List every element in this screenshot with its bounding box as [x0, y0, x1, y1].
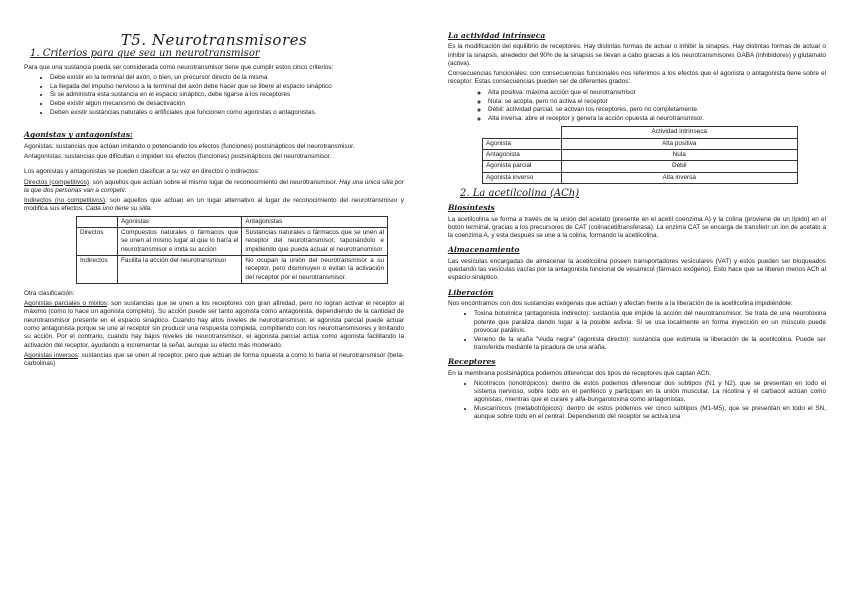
table-cell: Débil [561, 161, 798, 172]
table-cell: No ocupan la unión del neurotransmisor a su receptor, pero disminuyen o evitan la activación del receptor por el neurotransmisor. [242, 255, 388, 283]
list-item: ◦ Débil: actividad parcial, se activan los receptores, pero no completamente. [488, 106, 826, 114]
table-cell: Alta inversa [561, 172, 798, 183]
partial-label: Agonistas parciales o mixtos [24, 300, 107, 308]
receptors-intro: En la membrana postsináptica podemos diferenciar dos tipos de receptores que captan ACh: [448, 369, 711, 377]
intrinsic-paragraph-1: Es la modificación del equilibrio de receptores. Hay distintas formas de actuar o inhibir la sinapsis. Hay distintas formas de actuar o inhibir la sinapsis, alrededor del 90% de la sinapsis se llevan a cabo gracias a los neurotransmisores GABA (inhibidores) y glutamato (activa). [448, 43, 826, 67]
release-heading: Liberación [448, 287, 494, 297]
direct-example: Hay una única silla por la que dos personas van a competir. [24, 178, 404, 194]
list-item: • Debe existir en la terminal del axón, o bien, un precursor directo de la misma [50, 74, 404, 82]
table-cell: Agonista parcial [483, 161, 562, 172]
receptors-list [448, 380, 826, 422]
table-cell: Alta positiva [561, 138, 798, 149]
agonist-definition: Agonistas: sustancias que actúan imitando o potenciando los efectos (funciones) postsinápticos del neurotransmisor. [24, 142, 355, 150]
section-1-heading: 1. Criterios para que sea un neurotransmisor [30, 48, 260, 60]
table-cell: Nula [561, 150, 798, 161]
other-classification-label: Otra clasificación: [24, 289, 75, 297]
table-cell: Compuestos naturales o fármacos que se unen al mismo lugar al que lo haría el neurotransmisor e imita su acción [118, 228, 242, 256]
table-row [483, 172, 798, 183]
receptors-heading: Receptores [448, 357, 496, 367]
direct-definition [24, 179, 404, 196]
table-header-row [77, 216, 388, 227]
direct-label: Directos (competitivos) [24, 178, 90, 186]
list-item: • La llegada del impulso nervioso a la terminal del axón debe hacer que se libere al espacio sináptico [50, 83, 404, 91]
list-item: • Si se administra esta sustancia en el espacio sináptico, debe ligarse a los receptores [50, 91, 404, 99]
indirect-text: : son aquellos que actúan en un lugar alternativo al lugar de reconocimiento del neurotransmisor y modifica sus efectos. [24, 197, 404, 213]
agonist-antagonist-table [76, 216, 388, 284]
table-header-cell: Actividad intrínseca [561, 127, 798, 138]
list-item: • Debe existir algún mecanismo de desactivación [50, 100, 404, 108]
storage-text: Las vesículas encargadas de almacenar la acetilcolina poseen transportadores vesiculares (VAT) y estos pueden ser bloqueados quedando las vesículas vacías por la antagonista funcional de vesamicol (fármaco exógeno). Esto hace que se liberen menos ACh al espacio sináptico. [448, 257, 826, 282]
partial-text: : son sustancias que se unen a los receptores con gran afinidad, pero no logran activar el receptor al máximo (como lo hace un agonista completo). Su acción puede ser tanto agonista como antagonista, dependiendo de la cantidad de neurotransmisor presente en el espacio sináptico. Cuando hay altos niveles de neurotransmisor, el agonista parcial puede actuar como antagonista porque se une al receptor sin producir una respuesta completa, compitiendo con los neurotransmisores y limitando su acción. Por el contrario, cuando hay bajos niveles de neurotransmisor, el agonista parcial actúa como agonista facilitando la activación del receptor, ayudando a incrementar la señal, aunque su efecto más moderado. [24, 300, 404, 349]
storage-heading: Almacenamiento [448, 245, 520, 255]
intrinsic-paragraph-2: Consecuencias funcionales: con consecuencias funcionales nos referimos a los efectos que el agonista o antagonista tiene sobre el receptor. Estas consecuencias pueden ser de diferentes grados: [448, 70, 826, 86]
page-title: T5. Neurotransmisores [120, 31, 308, 49]
table-row [77, 255, 388, 283]
table-cell: Directos [77, 228, 118, 256]
table-cell: Indirectos [77, 255, 118, 283]
table-row [483, 161, 798, 172]
table-empty-cell [483, 127, 562, 138]
criteria-list [24, 74, 404, 117]
list-item: • Muscarínicos (metabotrópicos): dentro de estos podemos ver cinco subtipos (M1-M5), que se presentan en todo el SN, aunque sobre todo en el central. Dependiendo del receptor se activa una [474, 405, 826, 422]
list-item: ◦ Nula: se acopla, pero no activa el receptor [488, 98, 826, 106]
indirect-label: Indirectos (no competitivos) [24, 197, 105, 205]
list-item: ◦ Alta positiva: máxima acción que el neurotransmisor [488, 89, 826, 97]
section-2-heading: 2. La acetilcolina (ACh) [460, 187, 580, 199]
table-header-row [483, 127, 798, 138]
direct-text: : son aquellos que actúan sobre el mismo lugar de reconocimiento del neurotransmisor. [89, 178, 340, 186]
table-header-cell [77, 216, 118, 227]
table-header-cell: Antagonistas [242, 216, 388, 227]
indirect-definition [24, 197, 404, 214]
table-cell: Sustancias naturales o fármacos que se unen al receptor del neurotransmisor, taponándolo e impidiendo que pueda actuar el neurotransmisor [242, 228, 388, 256]
right-column [448, 26, 826, 425]
left-column [24, 0, 404, 371]
list-item: • Toxina botulínica (antagonista indirecto): sustancia que impide la acción del neurotransmisor. Se trata de una neurotoxina potente que paraliza dando lugar a la posible asfixia. Si se usa localmente en forma inyección en un músculo puede provocar parálisis. [474, 310, 826, 335]
inverse-text: : sustancias que se unen al receptor, pero que actúan de forma opuesta a como lo haría el neurotransmisor (beta-carbolinas) [24, 351, 404, 368]
classification-intro: Los agonistas y antagonistas se pueden clasificar a su vez en directos o indirectos: [24, 168, 260, 176]
list-item: • Veneno de la araña "viuda negra" (agonista directo): sustancia que estimula la liberación de la acetilcolina. Puede ser transferida mediante la picadura de una araña. [474, 336, 826, 353]
table-cell: Facilita la acción del neurotransmisor [118, 255, 242, 283]
inverse-label: Agonistas inversos [24, 351, 78, 359]
table-cell: Agonista [483, 138, 562, 149]
inverse-agonists-paragraph [24, 352, 404, 369]
table-cell: Antagonista [483, 150, 562, 161]
list-item: • Nicotínicos (ionotrópicos): dentro de estos podemos diferenciar dos subtipos (N1 y N2), que se presentan en todo el sistema nervioso, sobre todo en el periférico y participan en la unión muscular. La nicotina y el carbacol actúan como agonistas, mientras que el curare y alfa-bungarotoxina como antagonistas. [474, 380, 826, 405]
grades-list [448, 89, 826, 124]
table-row [483, 150, 798, 161]
list-item: • Deben existir sustancias naturales o artificiales que funcionen como agonistas o antagonistas. [50, 109, 404, 117]
release-list [448, 310, 826, 352]
table-row [483, 138, 798, 149]
indirect-example: Cada uno tiene su silla. [85, 205, 152, 213]
table-cell: Agonista inverso [483, 172, 562, 183]
table-row [77, 228, 388, 256]
biosynthesis-heading: Biosíntesis [448, 203, 495, 213]
agonists-heading: Agonistas y antagonistas: [24, 130, 133, 140]
intrinsic-activity-heading: La actividad intrínseca [448, 31, 546, 40]
intrinsic-activity-table [482, 126, 798, 183]
release-intro: Nos encontramos con dos sustancias exógenas que actúan y afectan frente a la liberación de la acetilcolina impidiéndole: [448, 299, 793, 307]
table-header-cell: Agonistas [118, 216, 242, 227]
criteria-intro: Para que una sustancia pueda ser considerada como neurotransmisor tiene que cumplir estos cinco criterios: [24, 63, 334, 71]
biosynthesis-text: La acetilcolina se forma a través de la unión del acetato (presente en el acetil coenzima A) y la colina (proviene de un lípido) en el botón terminal, gracias a los precursores de CAT (colinacetiltransferasa). La enzima CAT se encarga de transferir un ion de acetato a la coenzima A, y esta después se une a la colina, formando la acetilcolina. [448, 215, 826, 240]
partial-agonists-paragraph [24, 300, 404, 350]
list-item: ◦ Alta inversa: abre el receptor y genera la acción opuesta al neurotransmisor. [488, 115, 826, 123]
antagonist-definition: Antagonistas: sustancias que dificultan o impiden los efectos (funciones) postsinápticos del neurotransmisor. [24, 152, 332, 160]
